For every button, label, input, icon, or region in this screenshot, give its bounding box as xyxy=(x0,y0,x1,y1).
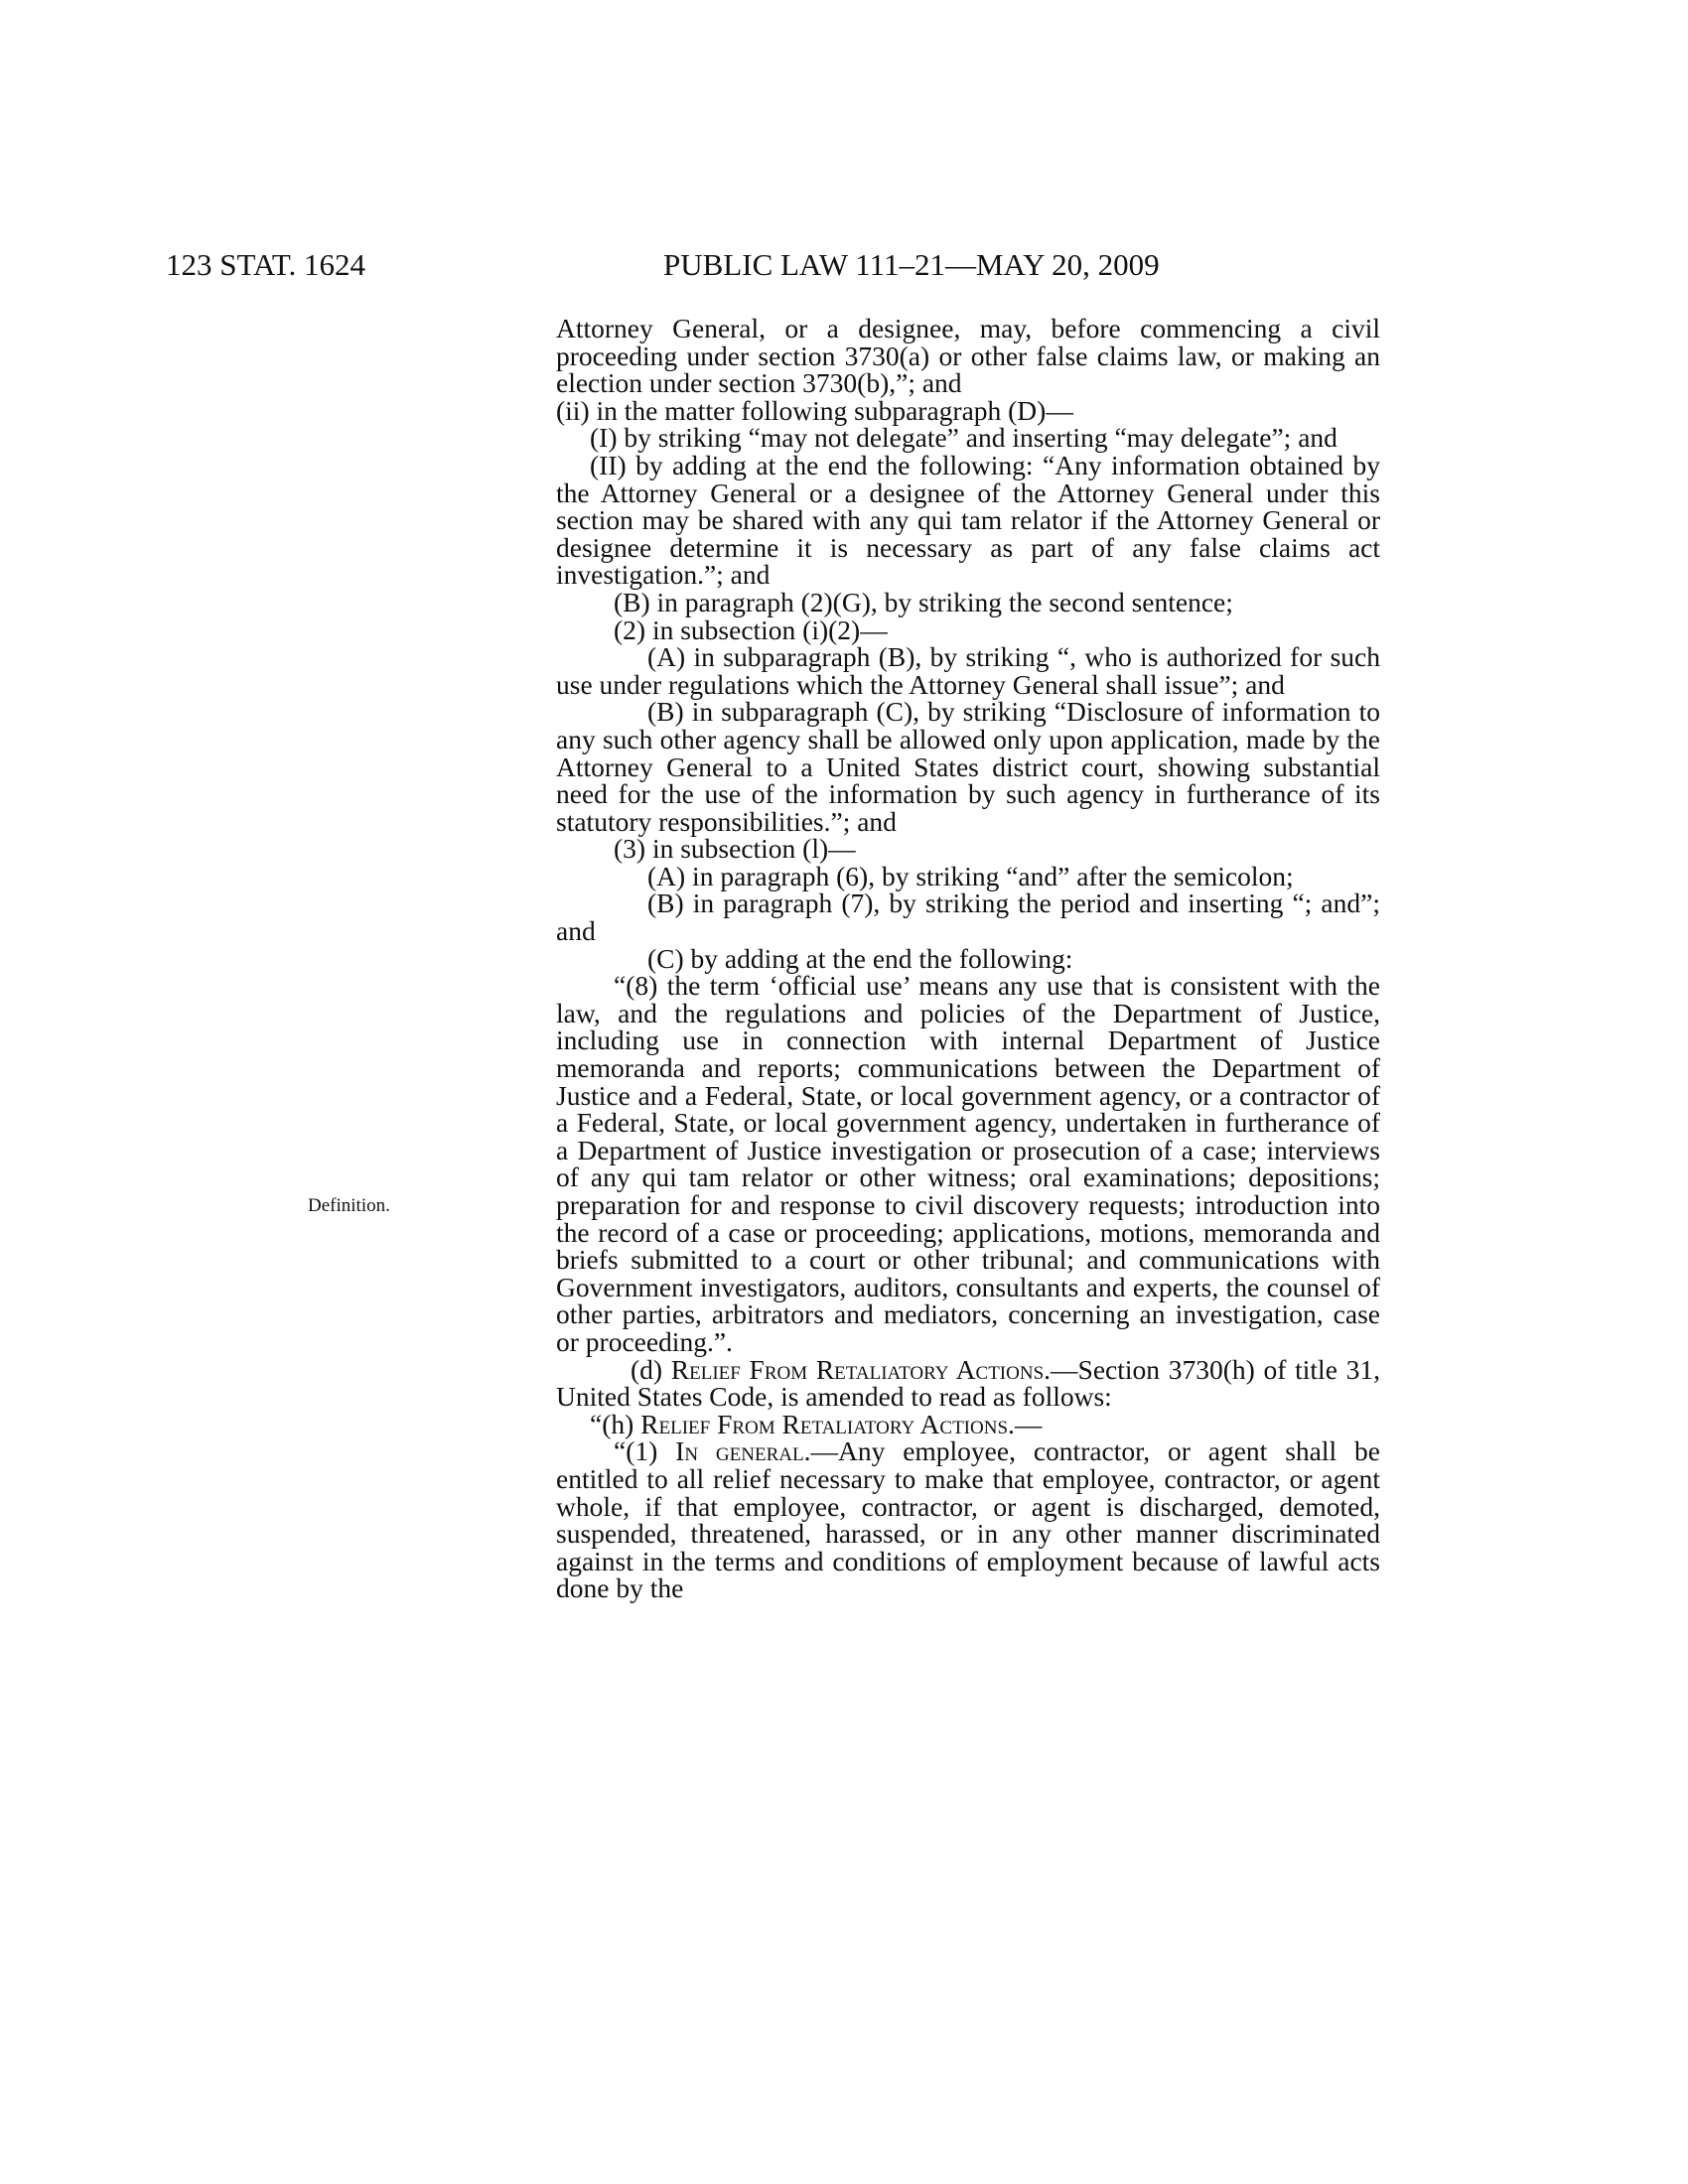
section-h-label: “(h) xyxy=(590,1408,641,1439)
paragraph-B-subC: (B) in subparagraph (C), by striking “Disclosure of information to any such other agency shall be allowed only upon application, made by the Attorney General to a United States district court, showing substantial need for the use of the information by such agency in furtherance of its statutory responsibilities.”; and xyxy=(556,696,1380,837)
paragraph-2-subsection-i: (2) in subsection (i)(2)— xyxy=(614,614,888,645)
paragraph-C-adding: (C) by adding at the end the following: xyxy=(647,942,1073,974)
paragraph-B-2G: (B) in paragraph (2)(G), by striking the second sentence; xyxy=(614,586,1233,617)
section-d-label: (d) xyxy=(631,1353,671,1385)
section-h1-label: “(1) xyxy=(614,1435,676,1467)
page-citation: 123 STAT. 1624 xyxy=(166,247,366,282)
section-h1-text: —Any employee, contractor, or agent shall be entitled to all relief necessary to make that employee, contractor, or agent whole, if that employee, contractor, or agent is discharged, demoted, suspended, threatened, harassed, or in any other manner discriminated against in the terms and conditions of employment because of lawful acts done by the xyxy=(556,1435,1380,1604)
running-header: PUBLIC LAW 111–21—MAY 20, 2009 xyxy=(663,247,1160,282)
section-h-heading: Relief From Retaliatory Actions. xyxy=(640,1408,1015,1439)
section-d-heading: Relief From Retaliatory Actions. xyxy=(670,1353,1052,1385)
paragraph-ii: (ii) in the matter following subparagraph (D)— xyxy=(556,394,1073,426)
section-h-dash: — xyxy=(1014,1408,1043,1439)
statute-body xyxy=(556,315,1380,1602)
section-d-text: —Section 3730(h) of title 31, United States Code, is amended to read as follows: xyxy=(556,1353,1380,1413)
paragraph-II: (II) by adding at the end the following: “Any information obtained by the Attorney General or a designee of the Attorney General under this section may be shared with any qui tam relator if the Attorney General or designee determine it is necessary as part of any false claims act investigation.”; and xyxy=(556,449,1380,591)
paragraph-B-7: (B) in paragraph (7), by striking the period and inserting “; and”; and xyxy=(556,887,1380,947)
paragraph-3-subsection-l: (3) in subsection (l)— xyxy=(614,833,856,865)
paragraph-A-subB: (A) in subparagraph (B), by striking “, who is authorized for such use under regulations which the Attorney General shall issue”; and xyxy=(556,641,1380,700)
paragraph-A-6: (A) in paragraph (6), by striking “and” after the semicolon; xyxy=(647,860,1294,891)
section-h xyxy=(556,1408,1380,1439)
margin-note-definition: Definition. xyxy=(308,1195,390,1216)
section-d xyxy=(556,1353,1380,1413)
paragraph-I: (I) by striking “may not delegate” and inserting “may delegate”; and xyxy=(590,422,1337,454)
paragraph-8-official-use: “(8) the term ‘official use’ means any use that is consistent with the law, and the regulations and policies of the Department of Justice, including use in connection with internal Department of Justice memoranda and reports; communications between the Department of Justice and a Federal, State, or local government agency, or a contractor of a Federal, State, or local government agency, undertaken in furtherance of a Department of Justice investigation or prosecution of a case; interviews of any qui tam relator or other witness; oral examinations; depositions; preparation for and response to civil discovery requests; introduction into the record of a case or proceeding; applications, motions, memoranda and briefs submitted to a court or other tribunal; and communications with Government investigators, auditors, consultants and experts, the counsel of other parties, arbitrators and mediators, concerning an investigation, case or proceeding.”. xyxy=(556,970,1380,1357)
section-h-1 xyxy=(556,1437,1380,1602)
section-h1-heading: In general. xyxy=(675,1435,811,1467)
paragraph-continuation: Attorney General, or a designee, may, before commencing a civil proceeding under section 3730(a) or other false claims law, or making an election under section 3730(b),”; and xyxy=(556,313,1380,399)
